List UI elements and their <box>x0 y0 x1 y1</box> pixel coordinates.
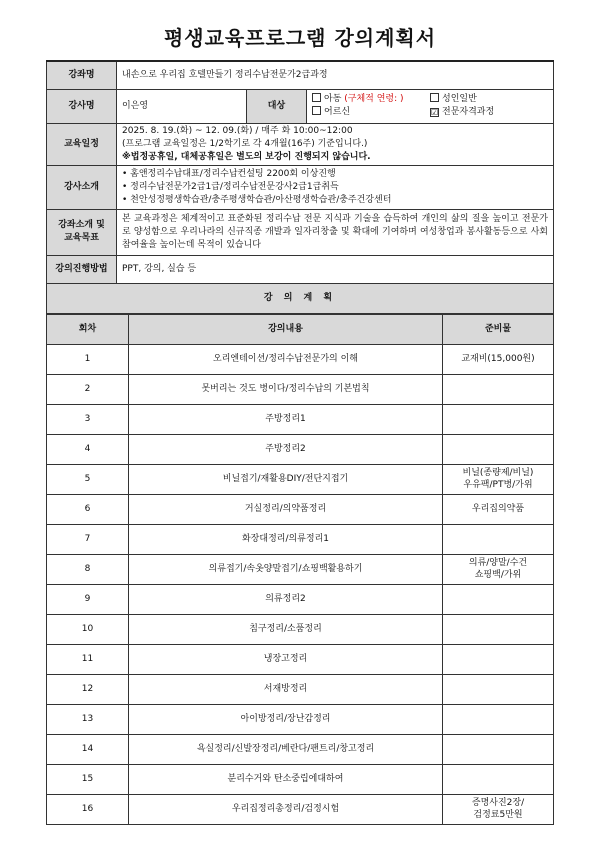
session-content: 주방정리1 <box>129 404 443 434</box>
table-row <box>47 764 554 794</box>
session-supplies <box>443 764 554 794</box>
session-supplies <box>443 404 554 434</box>
session-supplies <box>443 674 554 704</box>
target-options <box>307 89 554 123</box>
table-row <box>47 674 554 704</box>
checkbox-pro-checked[interactable]: ☑ <box>431 108 439 117</box>
holiday-notice: ※법정공휴일, 대체공휴일은 별도의 보강이 진행되지 않습니다. <box>122 151 371 162</box>
table-row <box>47 734 554 764</box>
bio-item: • 정리수납전문가2급1급/정리수납전문강사2급1급취득 <box>122 181 339 192</box>
session-number: 10 <box>47 614 129 644</box>
instructor-name: 이은영 <box>117 89 247 123</box>
session-number: 16 <box>47 794 129 824</box>
target-label: 대상 <box>247 89 307 123</box>
course-label: 강좌명 <box>47 61 117 89</box>
option-pro: 전문자격과정 <box>442 107 495 117</box>
session-content: 거실정리/의약품정리 <box>129 494 443 524</box>
session-supplies: 비닐(종량제/비닐) 우유팩/PT병/가위 <box>443 464 554 494</box>
schedule-details <box>117 123 554 165</box>
table-row <box>47 464 554 494</box>
session-number: 8 <box>47 554 129 584</box>
session-number: 7 <box>47 524 129 554</box>
col-session-header: 회차 <box>47 314 129 344</box>
session-supplies <box>443 614 554 644</box>
session-number: 11 <box>47 644 129 674</box>
session-supplies: 의류/양말/수건 쇼핑백/가위 <box>443 554 554 584</box>
age-note: (구체적 연령: ) <box>344 94 404 104</box>
session-supplies <box>443 374 554 404</box>
session-supplies <box>443 644 554 674</box>
session-number: 13 <box>47 704 129 734</box>
session-number: 2 <box>47 374 129 404</box>
col-supplies-header: 준비물 <box>443 314 554 344</box>
option-adult: 성인일반 <box>442 94 477 104</box>
session-content: 주방정리2 <box>129 434 443 464</box>
course-name: 내손으로 우리집 호텔만들기 정리수납전문가2급과정 <box>117 61 554 89</box>
session-number: 5 <box>47 464 129 494</box>
session-supplies <box>443 584 554 614</box>
table-row <box>47 344 554 374</box>
bio-item: • 홈앤정리수납대표/정리수납컨설팅 2200회 이상진행 <box>122 168 336 179</box>
session-supplies: 우리집의약품 <box>443 494 554 524</box>
table-row <box>47 434 554 464</box>
schedule-label: 교육일정 <box>47 123 117 165</box>
session-content: 침구정리/소품정리 <box>129 614 443 644</box>
table-row <box>47 404 554 434</box>
page-title: 평생교육프로그램 강의계획서 <box>163 26 437 50</box>
session-content: 분리수거와 탄소중립에대하여 <box>129 764 443 794</box>
lecture-plan-table <box>46 314 554 825</box>
session-supplies <box>443 524 554 554</box>
instructor-label: 강사명 <box>47 89 117 123</box>
session-number: 6 <box>47 494 129 524</box>
session-supplies: 증명사진2장/ 검정료5만원 <box>443 794 554 824</box>
goal-label: 강좌소개 및 교육목표 <box>47 209 117 255</box>
session-content: 우리집정리총정리/검정시험 <box>129 794 443 824</box>
session-content: 의류접기/속옷양말접기/쇼핑백활용하기 <box>129 554 443 584</box>
session-number: 12 <box>47 674 129 704</box>
session-content: 비닐접기/재활용DIY/전단지접기 <box>129 464 443 494</box>
method-label: 강의진행방법 <box>47 255 117 283</box>
session-content: 냉장고정리 <box>129 644 443 674</box>
table-row <box>47 614 554 644</box>
table-header-row <box>47 314 554 344</box>
schedule-basis: (프로그램 교육일정은 1/2학기로 각 4개월(16주) 기준입니다.) <box>122 138 368 149</box>
checkbox-adult[interactable] <box>430 93 439 102</box>
plan-heading: 강 의 계 획 <box>47 283 554 313</box>
col-content-header: 강의내용 <box>129 314 443 344</box>
session-content: 못버리는 것도 병이다/정리수납의 기본법칙 <box>129 374 443 404</box>
table-row <box>47 494 554 524</box>
session-number: 1 <box>47 344 129 374</box>
goal-text: 본 교육과정은 체계적이고 표준화된 정리수납 전문 지식과 기술을 습득하여 개인의 삶의 질을 높이고 전문가로 양성함으로 우리나라의 신규직종 개발과 일자리창출 및 확대에 기여하며 여성창업과 봉사활동등으로 사회 참여율을 높이는데 목적이 있습니다 <box>117 209 554 255</box>
session-content: 오리엔테이션/정리수납전문가의 이해 <box>129 344 443 374</box>
table-row <box>47 584 554 614</box>
table-row <box>47 644 554 674</box>
session-supplies: 교재비(15,000원) <box>443 344 554 374</box>
session-supplies <box>443 734 554 764</box>
session-supplies <box>443 434 554 464</box>
session-number: 3 <box>47 404 129 434</box>
session-content: 의류정리2 <box>129 584 443 614</box>
option-senior: 어르신 <box>324 107 351 117</box>
method-value: PPT, 강의, 실습 등 <box>117 255 554 283</box>
session-number: 4 <box>47 434 129 464</box>
bio-item: • 천안성정평생학습관/충주평생학습관/아산평생학습관/충주건강센터 <box>122 194 392 205</box>
course-info-table <box>46 60 554 314</box>
session-number: 14 <box>47 734 129 764</box>
schedule-dates: 2025. 8. 19.(화) ~ 12. 09.(화) / 매주 화 10:00~12:00 <box>122 125 353 136</box>
option-child: 아동 <box>324 94 342 104</box>
checkbox-senior[interactable] <box>312 106 321 115</box>
table-row <box>47 554 554 584</box>
session-number: 9 <box>47 584 129 614</box>
session-content: 서재방정리 <box>129 674 443 704</box>
table-row <box>47 374 554 404</box>
bio-list <box>117 165 554 209</box>
session-supplies <box>443 704 554 734</box>
session-content: 화장대정리/의류정리1 <box>129 524 443 554</box>
session-content: 욕실정리/신발장정리/베란다/팬트리/창고정리 <box>129 734 443 764</box>
bio-label: 강사소개 <box>47 165 117 209</box>
table-row <box>47 704 554 734</box>
table-row <box>47 524 554 554</box>
checkbox-child[interactable] <box>312 93 321 102</box>
session-content: 아이방정리/장난감정리 <box>129 704 443 734</box>
plan-document <box>46 60 554 825</box>
table-row <box>47 794 554 824</box>
session-number: 15 <box>47 764 129 794</box>
